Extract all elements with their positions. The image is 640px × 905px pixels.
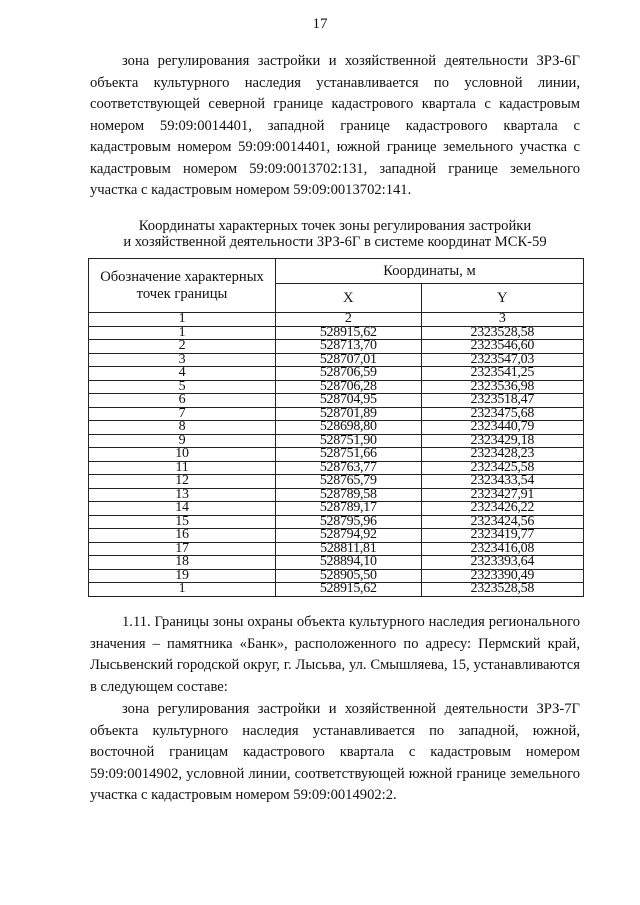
- cell-x: 528706,28: [276, 380, 422, 394]
- cell-x: 528704,95: [276, 394, 422, 408]
- cell-x: 528751,90: [276, 434, 422, 448]
- cell-x: 528915,62: [276, 583, 422, 597]
- cell-x: 528894,10: [276, 556, 422, 570]
- cell-x: 2: [276, 313, 422, 327]
- header-point: Обозначение характерных точек границы: [89, 259, 276, 313]
- cell-point: 1: [89, 313, 276, 327]
- cell-y: 2323425,58: [421, 461, 583, 475]
- cell-point: 1: [89, 583, 276, 597]
- table-row: [89, 313, 584, 327]
- cell-y: 2323426,22: [421, 502, 583, 516]
- cell-x: 528789,17: [276, 502, 422, 516]
- cell-y: 2323433,54: [421, 475, 583, 489]
- header-y: Y: [421, 284, 583, 313]
- cell-point: 2: [89, 340, 276, 354]
- cell-x: 528701,89: [276, 407, 422, 421]
- cell-x: 528765,79: [276, 475, 422, 489]
- cell-point: 12: [89, 475, 276, 489]
- cell-y: 2323541,25: [421, 367, 583, 381]
- cell-point: 6: [89, 394, 276, 408]
- table-title-line-2: и хозяйственной деятельности ЗРЗ-6Г в системе координат МСК-59: [123, 234, 547, 250]
- header-x: X: [276, 284, 422, 313]
- table-row: [89, 394, 584, 408]
- cell-point: 1: [89, 326, 276, 340]
- cell-point: 13: [89, 488, 276, 502]
- cell-point: 7: [89, 407, 276, 421]
- coordinates-table: [88, 258, 584, 597]
- cell-x: 528698,80: [276, 421, 422, 435]
- cell-y: 2323536,98: [421, 380, 583, 394]
- cell-x: 528713,70: [276, 340, 422, 354]
- cell-x: 528751,66: [276, 448, 422, 462]
- cell-point: 11: [89, 461, 276, 475]
- table-row: [89, 583, 584, 597]
- cell-y: 2323546,60: [421, 340, 583, 354]
- table-row: [89, 475, 584, 489]
- paragraph-zrz-6g: зона регулирования застройки и хозяйственной деятельности ЗРЗ-6Г объекта культурного наследия устанавливается по условной линии, соответствующей северной границе кадастрового квартала с кадастровым номером 59:09:0014401, западной границе кадастрового квартала с кадастровым номером 59:09:0014401, южной границе земельного участка с кадастровым номером 59:09:0013702:131, западной границе земельного участка с кадастровым номером 59:09:0013702:141.: [90, 53, 580, 198]
- cell-point: 3: [89, 353, 276, 367]
- table-row: [89, 502, 584, 516]
- page-number: 17: [312, 16, 328, 32]
- cell-point: 16: [89, 529, 276, 543]
- cell-point: 8: [89, 421, 276, 435]
- cell-point: 14: [89, 502, 276, 516]
- cell-y: 2323528,58: [421, 326, 583, 340]
- paragraph-section-1-11: 1.11. Границы зоны охраны объекта культурного наследия регионального значения – памятника «Банк», расположенного по адресу: Пермский край, Лысьвенский городской округ, г. Лысьва, ул. Смышляева, 15, устанавливаются в следующем составе:: [90, 614, 580, 695]
- cell-point: 4: [89, 367, 276, 381]
- cell-x: 528794,92: [276, 529, 422, 543]
- table-row: [89, 448, 584, 462]
- coordinates-rows: [89, 313, 584, 597]
- cell-y: 2323528,58: [421, 583, 583, 597]
- cell-point: 15: [89, 515, 276, 529]
- table-title: [90, 218, 580, 250]
- cell-x: 528905,50: [276, 569, 422, 583]
- cell-point: 19: [89, 569, 276, 583]
- cell-point: 17: [89, 542, 276, 556]
- cell-point: 9: [89, 434, 276, 448]
- cell-y: 2323429,18: [421, 434, 583, 448]
- cell-point: 18: [89, 556, 276, 570]
- table-row: [89, 556, 584, 570]
- table-row: [89, 340, 584, 354]
- cell-x: 528811,81: [276, 542, 422, 556]
- table-title-line-1: Координаты характерных точек зоны регулирования застройки: [138, 218, 532, 234]
- cell-y: 2323518,47: [421, 394, 583, 408]
- cell-y: 2323475,68: [421, 407, 583, 421]
- table-row: [89, 529, 584, 543]
- cell-y: 2323419,77: [421, 529, 583, 543]
- cell-x: 528915,62: [276, 326, 422, 340]
- paragraph-zrz-7g: зона регулирования застройки и хозяйственной деятельности ЗРЗ-7Г объекта культурного наследия устанавливается по западной, южной, восточной границам кадастрового квартала с кадастровым номером 59:09:0014902, условной линии, соответствующей южной границе земельного участка с кадастровым номером 59:09:0014902:2.: [90, 701, 580, 803]
- cell-y: 3: [421, 313, 583, 327]
- cell-y: 2323393,64: [421, 556, 583, 570]
- cell-point: 5: [89, 380, 276, 394]
- header-coordinates: Координаты, м: [276, 259, 584, 284]
- cell-y: 2323440,79: [421, 421, 583, 435]
- cell-point: 10: [89, 448, 276, 462]
- table-row: [89, 421, 584, 435]
- cell-x: 528707,01: [276, 353, 422, 367]
- cell-x: 528795,96: [276, 515, 422, 529]
- cell-y: 2323427,91: [421, 488, 583, 502]
- cell-x: 528789,58: [276, 488, 422, 502]
- table-row: [89, 367, 584, 381]
- cell-y: 2323390,49: [421, 569, 583, 583]
- cell-x: 528763,77: [276, 461, 422, 475]
- cell-x: 528706,59: [276, 367, 422, 381]
- cell-y: 2323416,08: [421, 542, 583, 556]
- cell-y: 2323547,03: [421, 353, 583, 367]
- cell-y: 2323424,56: [421, 515, 583, 529]
- cell-y: 2323428,23: [421, 448, 583, 462]
